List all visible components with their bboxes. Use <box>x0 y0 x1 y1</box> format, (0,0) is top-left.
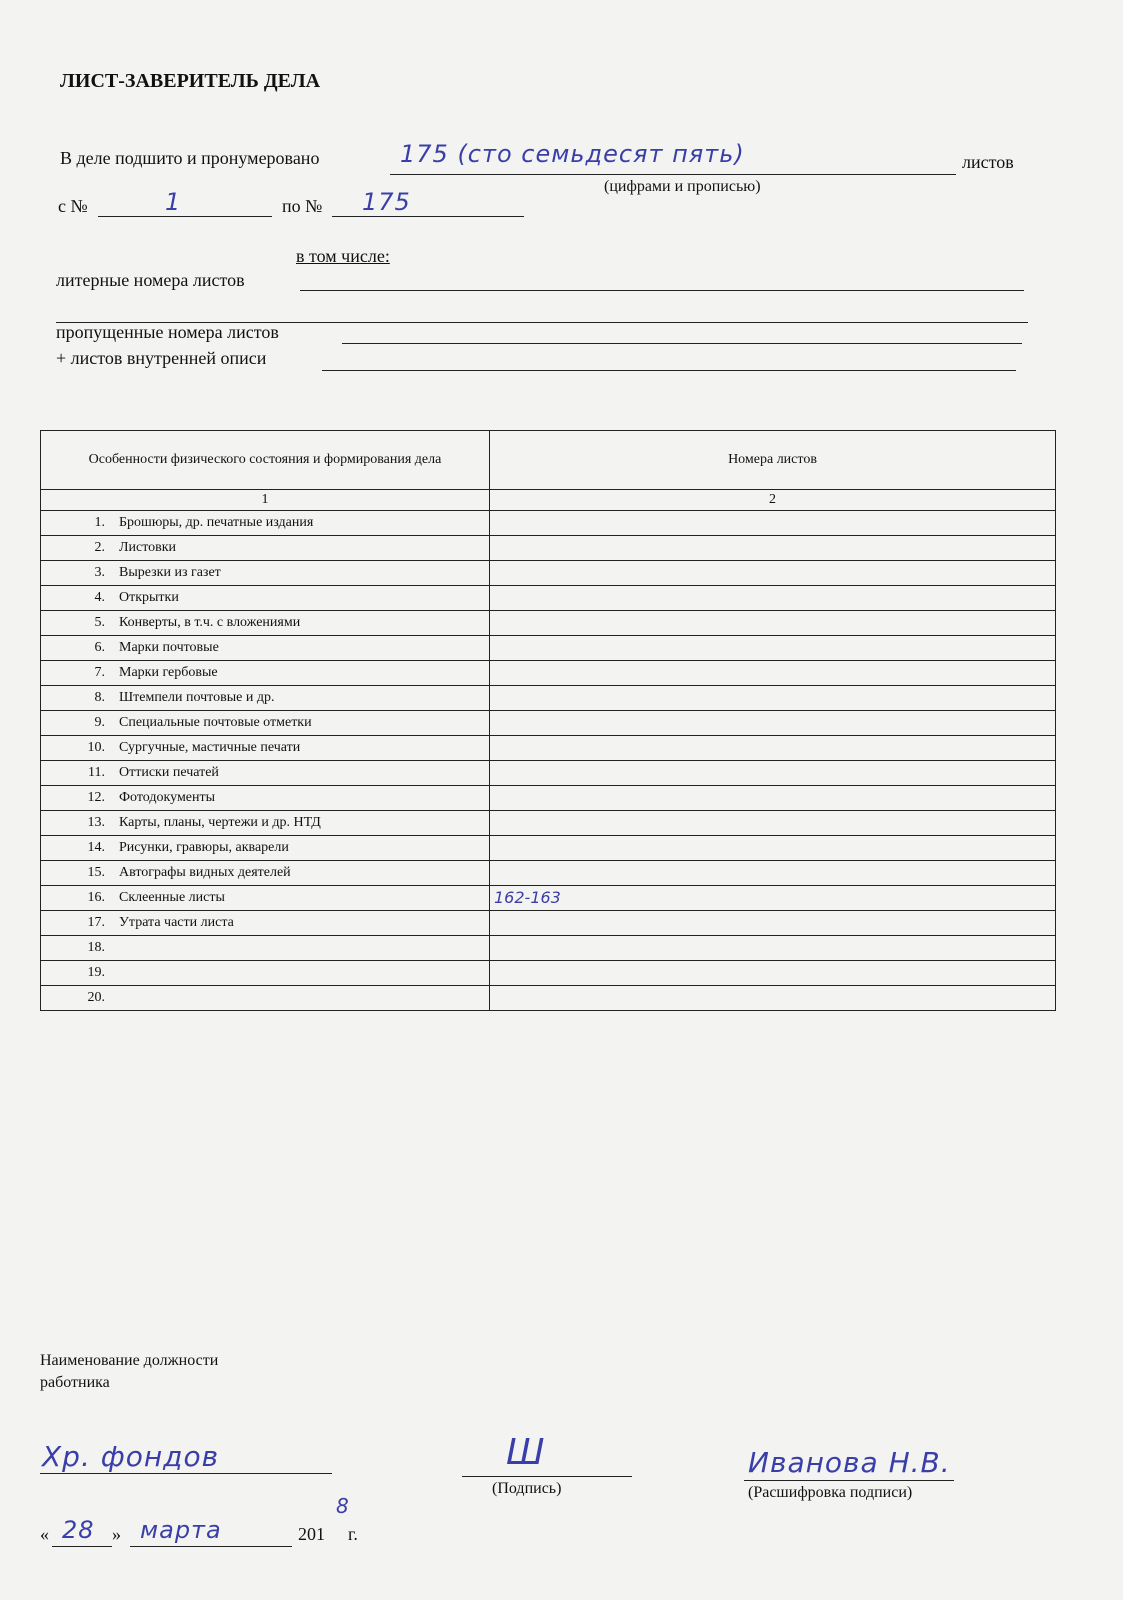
table-row <box>41 561 1056 586</box>
row-number: 12. <box>87 790 105 805</box>
row-feature-cell <box>41 686 490 711</box>
row-label: Утрата части листа <box>119 915 234 930</box>
table-row <box>41 961 1056 986</box>
document-title: ЛИСТ-ЗАВЕРИТЕЛЬ ДЕЛА <box>60 70 321 92</box>
row-feature-cell <box>41 786 490 811</box>
row-label: Специальные почтовые отметки <box>119 715 312 730</box>
date-month-underline <box>130 1546 292 1547</box>
row-label: Марки гербовые <box>119 665 218 680</box>
table-row <box>41 861 1056 886</box>
row-label: Брошюры, др. печатные издания <box>119 515 314 530</box>
literal-numbers-underline <box>300 290 1024 291</box>
row-number: 6. <box>94 640 105 655</box>
row-feature-cell <box>41 536 490 561</box>
row-sheet-numbers-cell <box>490 836 1056 861</box>
row-label: Открытки <box>119 590 179 605</box>
date-day-underline <box>52 1546 112 1547</box>
range-to-value: 175 <box>362 188 411 216</box>
header-features: Особенности физического состояния и формирования дела <box>41 431 490 490</box>
row-label: Штемпели почтовые и др. <box>119 690 275 705</box>
row-number: 14. <box>87 840 105 855</box>
row-feature-cell <box>41 611 490 636</box>
date-close-quote: » <box>112 1524 121 1544</box>
row-number: 10. <box>87 740 105 755</box>
date-open-quote: « <box>40 1524 49 1544</box>
decode-value: Иванова Н.В. <box>748 1446 951 1479</box>
row-feature-cell <box>41 511 490 536</box>
internal-inventory-label: + листов внутренней описи <box>56 348 267 368</box>
row-sheet-numbers-cell <box>490 661 1056 686</box>
table-row <box>41 636 1056 661</box>
filed-suffix: листов <box>962 152 1014 172</box>
row-sheet-numbers-cell <box>490 611 1056 636</box>
header-sheet-numbers: Номера листов <box>490 431 1056 490</box>
row-number: 17. <box>87 915 105 930</box>
row-number: 5. <box>94 615 105 630</box>
table-header-row <box>41 431 1056 490</box>
row-number: 2. <box>94 540 105 555</box>
date-year-prefix: 201 <box>298 1524 325 1544</box>
row-feature-cell <box>41 761 490 786</box>
table-row <box>41 936 1056 961</box>
filed-hint: (цифрами и прописью) <box>604 178 761 195</box>
row-label: Вырезки из газет <box>119 565 221 580</box>
row-feature-cell <box>41 586 490 611</box>
table-row <box>41 511 1056 536</box>
row-number: 18. <box>87 940 105 955</box>
row-sheet-numbers-cell <box>490 861 1056 886</box>
row-number: 13. <box>87 815 105 830</box>
row-label: Рисунки, гравюры, акварели <box>119 840 289 855</box>
row-sheet-numbers-cell <box>490 911 1056 936</box>
row-number: 15. <box>87 865 105 880</box>
table-row <box>41 586 1056 611</box>
row-number: 4. <box>94 590 105 605</box>
table-row <box>41 811 1056 836</box>
row-feature-cell <box>41 986 490 1011</box>
literal-numbers-label: литерные номера листов <box>56 270 245 290</box>
row-label: Конверты, в т.ч. с вложениями <box>119 615 301 630</box>
row-sheet-numbers-value: 162-163 <box>494 888 561 907</box>
decode-underline <box>744 1480 954 1481</box>
row-sheet-numbers-cell <box>490 511 1056 536</box>
date-year-suffix: г. <box>348 1524 358 1544</box>
row-number: 1. <box>94 515 105 530</box>
row-label: Листовки <box>119 540 177 555</box>
position-underline <box>40 1473 332 1474</box>
row-number: 7. <box>94 665 105 680</box>
row-number: 20. <box>87 990 105 1005</box>
table-row <box>41 786 1056 811</box>
table-row <box>41 661 1056 686</box>
row-sheet-numbers-cell <box>490 811 1056 836</box>
row-feature-cell <box>41 936 490 961</box>
row-sheet-numbers-cell <box>490 936 1056 961</box>
table-row <box>41 611 1056 636</box>
row-sheet-numbers-cell <box>490 886 1056 911</box>
row-feature-cell <box>41 886 490 911</box>
table-row <box>41 711 1056 736</box>
column-number-1: 1 <box>41 490 490 511</box>
row-number: 19. <box>87 965 105 980</box>
row-feature-cell <box>41 911 490 936</box>
column-number-2: 2 <box>490 490 1056 511</box>
table-row <box>41 986 1056 1011</box>
signature-value: Ш <box>506 1432 546 1473</box>
filed-value: 175 (сто семьдесят пять) <box>400 140 745 168</box>
row-sheet-numbers-cell <box>490 636 1056 661</box>
table-row <box>41 536 1056 561</box>
physical-state-table <box>40 430 1056 1011</box>
row-feature-cell <box>41 711 490 736</box>
range-from-label: с № <box>58 196 88 216</box>
row-label: Фотодокументы <box>119 790 216 805</box>
signature-underline <box>462 1476 632 1477</box>
row-sheet-numbers-cell <box>490 711 1056 736</box>
row-number: 16. <box>87 890 105 905</box>
date-year-digit: 8 <box>336 1494 350 1518</box>
position-label-line1: Наименование должности <box>40 1352 219 1369</box>
row-sheet-numbers-cell <box>490 961 1056 986</box>
row-sheet-numbers-cell <box>490 686 1056 711</box>
row-label: Оттиски печатей <box>119 765 219 780</box>
row-number: 9. <box>94 715 105 730</box>
row-sheet-numbers-cell <box>490 761 1056 786</box>
row-feature-cell <box>41 811 490 836</box>
range-to-underline <box>332 216 524 217</box>
filed-label: В деле подшито и пронумеровано <box>60 148 320 168</box>
range-from-value: 1 <box>165 188 182 216</box>
row-feature-cell <box>41 961 490 986</box>
date-month: марта <box>140 1516 222 1544</box>
row-label: Карты, планы, чертежи и др. НТД <box>119 815 321 830</box>
row-feature-cell <box>41 561 490 586</box>
row-feature-cell <box>41 836 490 861</box>
including-label: в том числе: <box>296 246 390 266</box>
row-sheet-numbers-cell <box>490 786 1056 811</box>
row-sheet-numbers-cell <box>490 736 1056 761</box>
row-number: 8. <box>94 690 105 705</box>
missing-numbers-underline <box>342 343 1022 344</box>
decode-label: (Расшифровка подписи) <box>748 1484 913 1501</box>
range-from-underline <box>98 216 272 217</box>
table-row <box>41 686 1056 711</box>
row-feature-cell <box>41 636 490 661</box>
date-day: 28 <box>62 1516 95 1544</box>
table-row <box>41 886 1056 911</box>
signature-label: (Подпись) <box>492 1480 562 1497</box>
row-sheet-numbers-cell <box>490 986 1056 1011</box>
position-value: Хр. фондов <box>42 1440 220 1473</box>
row-feature-cell <box>41 736 490 761</box>
row-label: Марки почтовые <box>119 640 219 655</box>
missing-numbers-label: пропущенные номера листов <box>56 322 279 342</box>
table-row <box>41 911 1056 936</box>
row-label: Сургучные, мастичные печати <box>119 740 301 755</box>
row-sheet-numbers-cell <box>490 561 1056 586</box>
column-number-row <box>41 490 1056 511</box>
row-label: Склеенные листы <box>119 890 225 905</box>
row-feature-cell <box>41 861 490 886</box>
row-number: 3. <box>94 565 105 580</box>
internal-inventory-underline <box>322 370 1016 371</box>
table-row <box>41 836 1056 861</box>
row-label: Автографы видных деятелей <box>119 865 291 880</box>
row-feature-cell <box>41 661 490 686</box>
range-to-label: по № <box>282 196 323 216</box>
position-label-line2: работника <box>40 1374 110 1391</box>
row-sheet-numbers-cell <box>490 536 1056 561</box>
row-number: 11. <box>88 765 105 780</box>
table-row <box>41 761 1056 786</box>
filed-underline <box>390 174 956 175</box>
row-sheet-numbers-cell <box>490 586 1056 611</box>
table-row <box>41 736 1056 761</box>
